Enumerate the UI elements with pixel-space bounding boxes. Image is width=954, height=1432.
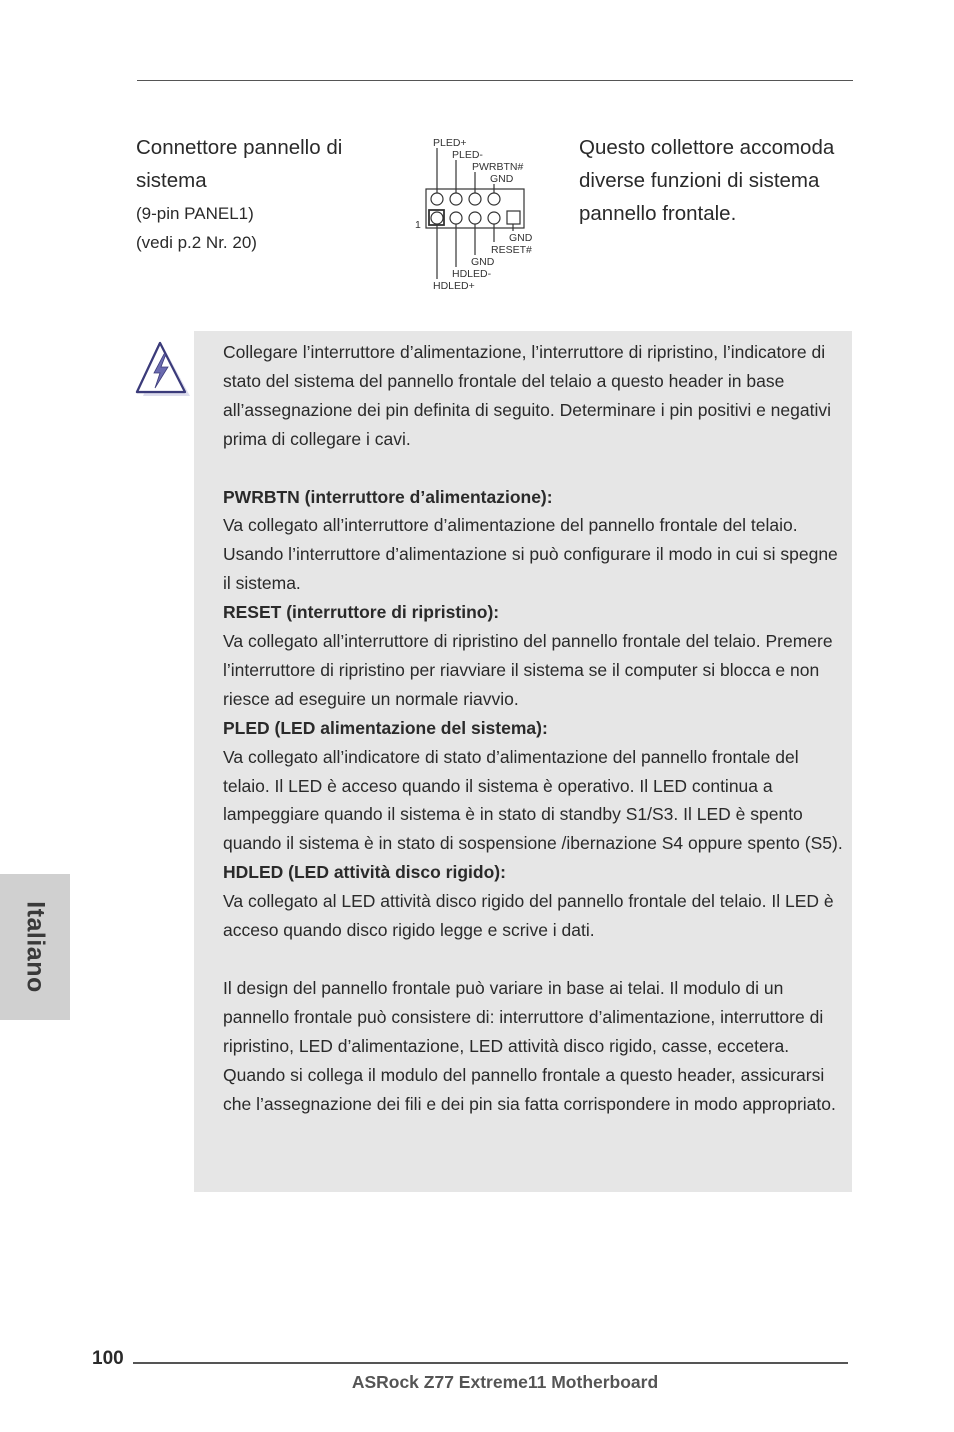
language-tab	[0, 874, 70, 1020]
label-pin-1: 1	[415, 219, 421, 231]
label-pled-minus: PLED-	[452, 149, 483, 161]
label-pwrbtn: PWRBTN#	[472, 161, 524, 173]
pwrbtn-heading: PWRBTN (interruttore d’alimentazione):	[223, 486, 553, 507]
connector-info	[136, 131, 386, 257]
hdled-text: Va collegato al LED attività disco rigido del pannello frontale del telaio. Il LED è acceso quando disco rigido legge e scrive i dati.	[223, 891, 834, 941]
hdled-heading: HDLED (LED attività disco rigido):	[223, 862, 506, 883]
pled-text: Va collegato all’indicatore di stato d’alimentazione del pannello frontale del telaio. Il LED è acceso quando il sistema è operativo. Il LED continua a lampeggiare quando il sistema è in stato di standby S1/S3. Il LED è spento quando il sistema è in stato di sospensione /ibernazione S4 oppure spento (S5).	[223, 746, 843, 854]
label-hdled-plus: HDLED+	[433, 280, 475, 292]
footer-product: ASRock Z77 Extreme11 Motherboard	[351, 1372, 659, 1392]
label-gnd-bottom-2: GND	[471, 256, 495, 268]
pled-heading: PLED (LED alimentazione del sistema):	[223, 717, 548, 738]
connector-title: Connettore pannello di sistema	[136, 136, 343, 192]
reset-text: Va collegato all’interruttore di ripristino del pannello frontale del telaio. Premere l’interruttore di ripristino per riavviare il sistema se il computer si blocca e non riesce ad eseguire un normale riavvio.	[223, 631, 833, 709]
label-pled-plus: PLED+	[433, 137, 467, 149]
warning-triangle-icon	[135, 340, 193, 403]
label-gnd-bottom-1: GND	[509, 232, 533, 244]
language-tab-label: Italiano	[21, 901, 50, 993]
note-closing: Il design del pannello frontale può variare in base ai telai. Il modulo di un pannello frontale può consistere di: interruttore d’alimentazione, interruttore di ripristino, LED d’alimentazione, LED attività disco rigido, casse, eccetera. Quando si collega il modulo del pannello frontale a questo header, assicurarsi che l’assegnazione dei fili e dei pin sia fatta corrispondere in modo appropriato.	[223, 977, 836, 1114]
top-rule	[137, 80, 853, 81]
label-reset: RESET#	[491, 244, 532, 256]
page-number: 100	[92, 1348, 124, 1369]
note-intro: Collegare l’interruttore d’alimentazione, l’interruttore di ripristino, l’indicatore di stato del sistema del pannello frontale del telaio a questo header in base all’assegnazione dei pin definita di seguito. Determinare i pin positivi e negativi prima di collegare i cavi.	[223, 342, 831, 449]
connector-ref: (vedi p.2 Nr. 20)	[136, 233, 257, 252]
label-gnd-top: GND	[490, 173, 514, 185]
reset-heading: RESET (interruttore di ripristino):	[223, 602, 500, 623]
note-text	[223, 338, 848, 1118]
bottom-rule	[133, 1362, 848, 1364]
panel-pin-diagram	[412, 134, 552, 299]
connector-pin: (9-pin PANEL1)	[136, 204, 254, 223]
connector-description: Questo collettore accomoda diverse funzioni di sistema pannello frontale.	[579, 136, 835, 225]
pwrbtn-text: Va collegato all’interruttore d’alimentazione del pannello frontale del telaio. Usando l’interruttore d’alimentazione si può configurare il modo in cui si spegne il sistema.	[223, 515, 838, 594]
label-hdled-minus: HDLED-	[452, 268, 492, 280]
